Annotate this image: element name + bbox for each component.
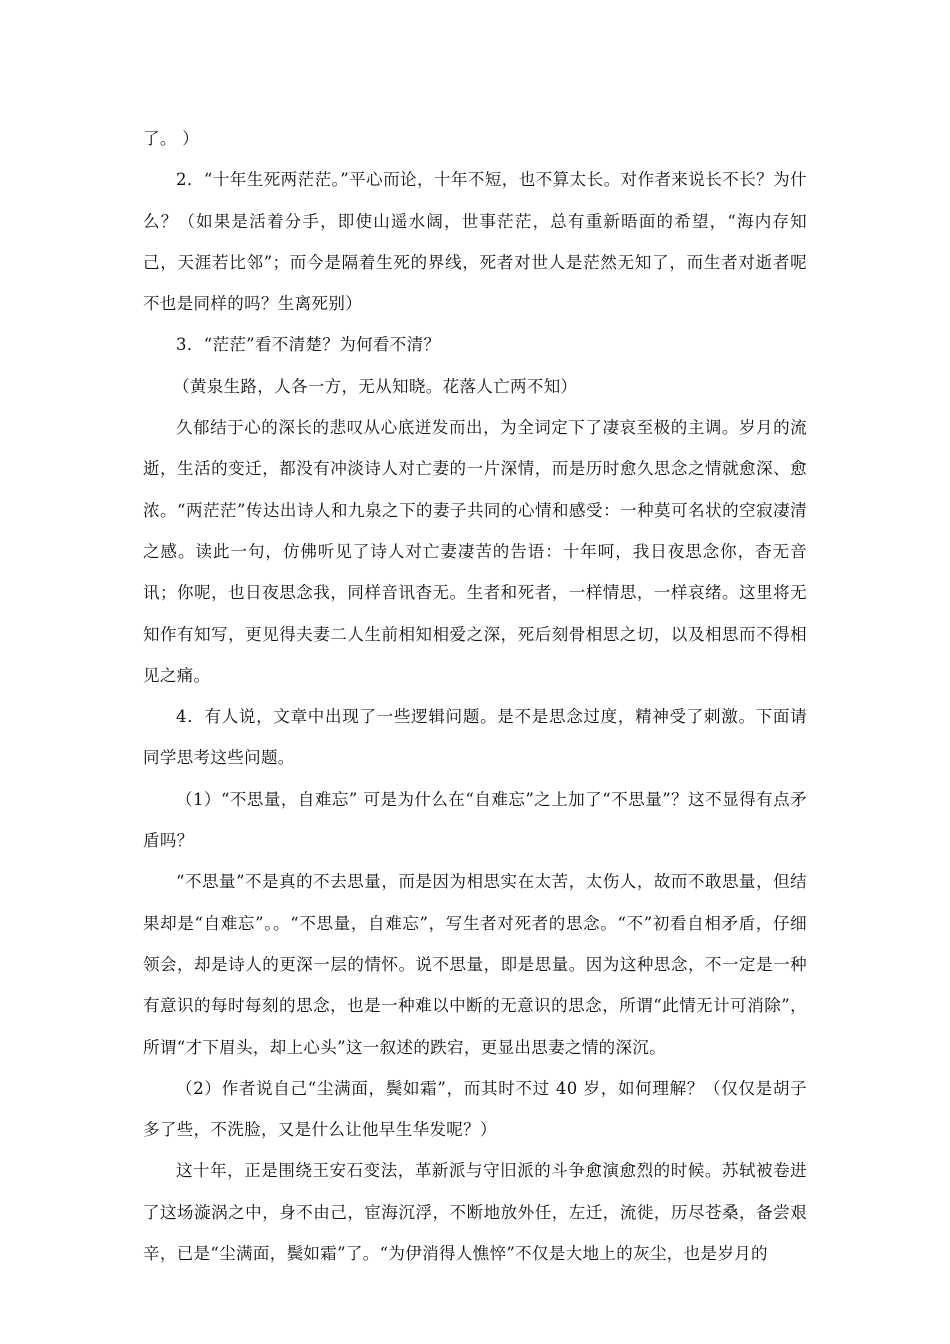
- document-body: [143, 118, 807, 1274]
- question-2-paragraph: 2．“十年生死两茫茫。”平心而论，十年不短，也不算太长。对作者来说长不长？为什么？（如果是活着分手，即使山遥水阔，世事茫茫，总有重新晤面的希望，“海内存知己，天涯若比邻”；而今是隔着生死的界线，死者对世人是茫然无知了，而生者对逝者呢不也是同样的吗？生离死别）: [143, 170, 807, 314]
- question-4-paragraph: 4．有人说，文章中出现了一些逻辑问题。是不是思念过度，精神受了刺激。下面请同学思考这些问题。: [143, 707, 807, 768]
- paragraph-continuation: 了。 ）: [143, 129, 200, 148]
- question-3-paragraph: 3．“茫茫”看不清楚？为何看不清？: [176, 335, 441, 355]
- question-4-2-answer: 这十年，正是围绕王安石变法，革新派与守旧派的斗争愈演愈烈的时候。苏轼被卷进了这场漩涡之中，身不由己，宦海沉浮，不断地放外任，左迁，流徙，历尽苍桑，备尝艰辛，已是“尘满面，鬓如霜”了。“为伊消得人憔悴”不仅是大地上的灰尘，也是岁月的: [143, 1161, 807, 1264]
- question-3-answer: （黄泉生路，人各一方，无从知晓。花落人亡两不知）: [173, 376, 578, 396]
- analysis-paragraph: 久郁结于心的深长的悲叹从心底迸发而出，为全词定下了凄哀至极的主调。岁月的流逝，生活的变迁，都没有冲淡诗人对亡妻的一片深情，而是历时愈久思念之情就愈深、愈浓。“两茫茫”传达出诗人和九泉之下的妻子共同的心情和感受：一种莫可名状的空寂凄清之感。读此一句，仿佛听见了诗人对亡妻凄苦的告语：十年呵，我日夜思念你，杳无音讯；你呢，也日夜思念我，同样音讯杳无。生者和死者，一样情思，一样哀绪。这里将无知作有知写，更见得夫妻二人生前相知相爱之深，死后刻骨相思之切，以及相思而不得相见之痛。: [143, 418, 807, 685]
- question-4-1-answer: “不思量”不是真的不去思量，而是因为相思实在太苦，太伤人，故而不敢思量，但结果却是“自难忘”。。“不思量，自难忘”，写生者对死者的思念。“不”初看自相矛盾，仔细领会，却是诗人的更深一层的情怀。说不思量，即是思量。因为这种思念，不一定是一种有意识的每时每刻的思念，也是一种难以中断的无意识的思念，所谓“此情无计可消除”，所谓“才下眉头，却上心头”这一叙述的跌宕，更显出思妻之情的深沉。: [143, 872, 807, 1057]
- question-4-1-paragraph: （1）“不思量，自难忘” 可是为什么在“自难忘”之上加了“不思量”？这不显得有点矛盾吗？: [143, 789, 807, 851]
- question-4-2-paragraph: （2）作者说自己“尘满面，鬓如霜”，而其时不过 40 岁，如何理解？（仅仅是胡子多了些，不洗脸，又是什么让他早生华发呢？）: [143, 1078, 807, 1140]
